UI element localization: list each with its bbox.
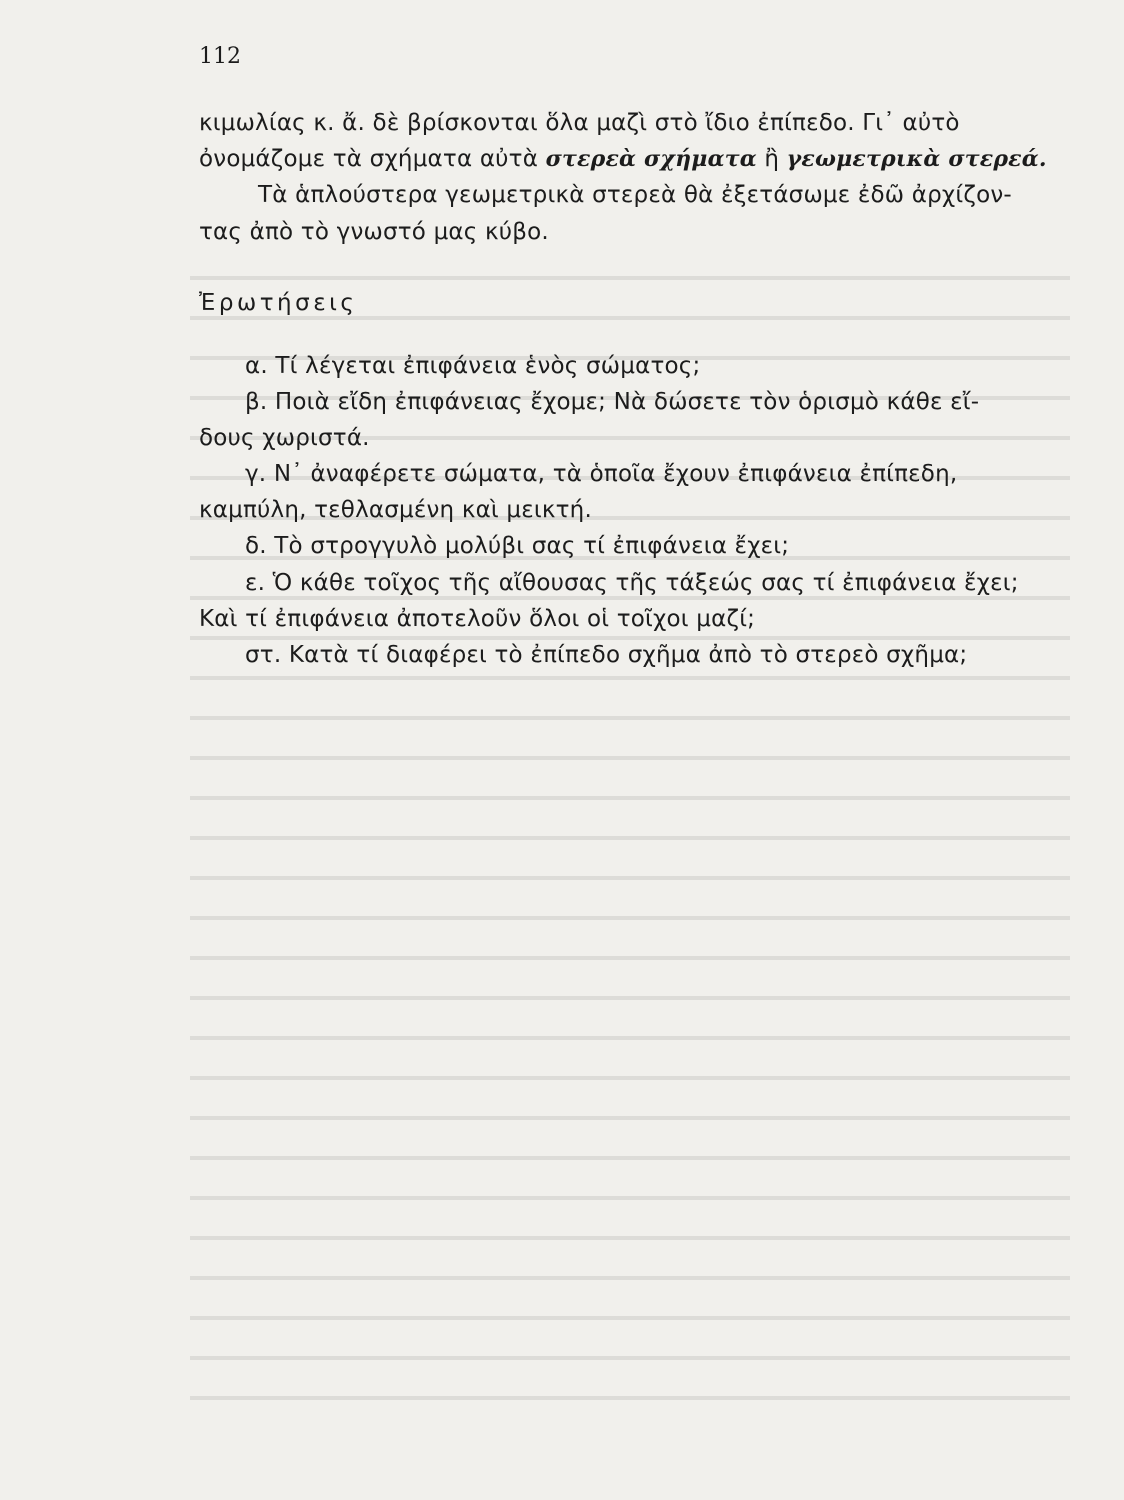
page-number: 112 xyxy=(199,44,241,69)
question-item: στ. Κατὰ τί διαφέρει τὸ ἐπίπεδο σχῆμα ἀπὸ τὸ στερεὸ σχῆμα; xyxy=(245,642,968,668)
bold-term: στερεὰ σχήματα xyxy=(545,146,757,172)
paragraph-line: τας ἀπὸ τὸ γνωστό μας κύβο. xyxy=(199,219,549,245)
text-run: ὀνομάζομε τὰ σχήματα αὐτὰ xyxy=(199,146,546,172)
text-run: ἢ xyxy=(756,146,787,172)
question-item: ε. Ὁ κάθε τοῖχος τῆς αἴθουσας τῆς τάξεώς σας τί ἐπιφάνεια ἔχει; xyxy=(245,570,1019,596)
question-item: δους χωριστά. xyxy=(199,425,370,451)
question-item: γ. Ν᾿ ἀναφέρετε σώματα, τὰ ὁποῖα ἔχουν ἐπιφάνεια ἐπίπεδη, xyxy=(245,461,958,487)
question-item: καμπύλη, τεθλασμένη καὶ μεικτή. xyxy=(199,497,592,523)
bold-term: γεωμετρικὰ στερεά. xyxy=(786,146,1047,172)
question-item: α. Τί λέγεται ἐπιφάνεια ἑνὸς σώματος; xyxy=(245,353,701,379)
question-item: δ. Τὸ στρογγυλὸ μολύβι σας τί ἐπιφάνεια ἔχει; xyxy=(245,533,790,559)
paragraph-line: κιμωλίας κ. ἄ. δὲ βρίσκονται ὅλα μαζὶ στὸ ἴδιο ἐπίπεδο. Γι᾿ αὐτὸ xyxy=(199,110,960,136)
questions-heading: Ἐρωτήσεις xyxy=(199,290,358,316)
question-item: Καὶ τί ἐπιφάνεια ἀποτελοῦν ὅλοι οἱ τοῖχοι μαζί; xyxy=(199,606,756,632)
question-item: β. Ποιὰ εἴδη ἐπιφάνειας ἔχομε; Νὰ δώσετε τὸν ὁρισμὸ κάθε εἴ- xyxy=(245,389,980,415)
paragraph-line: Τὰ ἁπλούστερα γεωμετρικὰ στερεὰ θὰ ἐξετάσωμε ἐδῶ ἀρχίζον- xyxy=(258,182,1012,208)
paragraph-line xyxy=(199,146,1047,172)
